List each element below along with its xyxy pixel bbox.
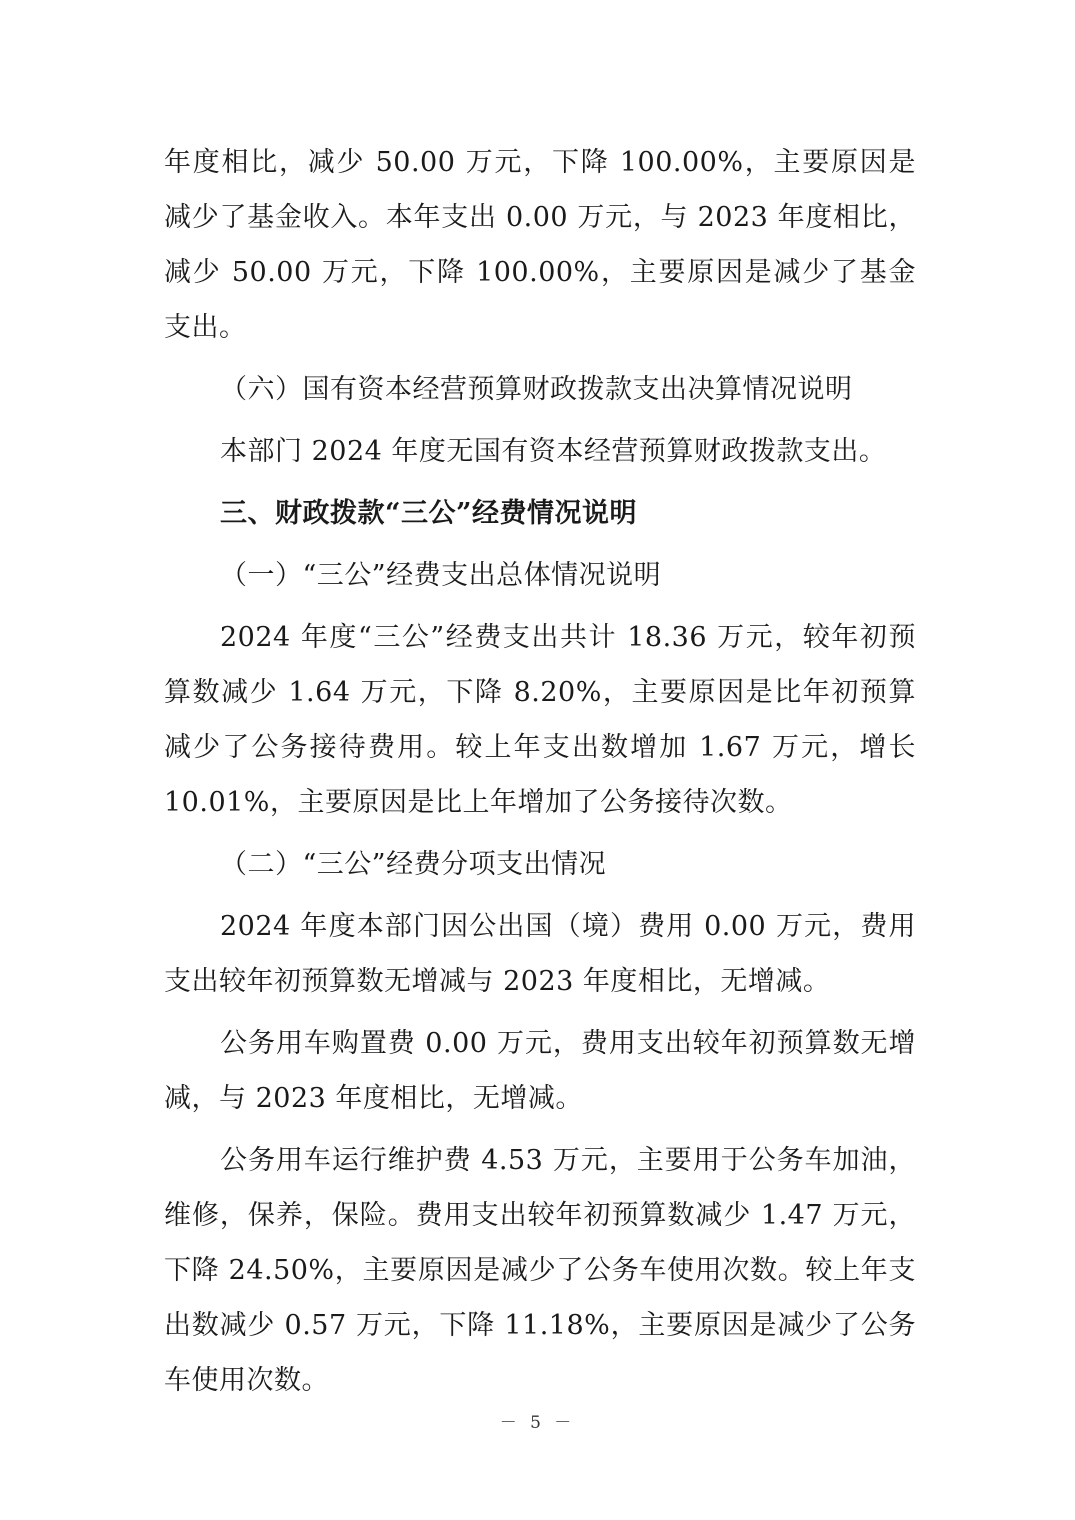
paragraph-vehicle-maintenance: 公务用车运行维护费 4.53 万元，主要用于公务车加油，维修，保养，保险。费用支出较年初预算数减少 1.47 万元，下降 24.50%，主要原因是减少了公务车使用次数。较上年支出数减少 0.57 万元，下降 11.18%，主要原因是减少了公务车使用次数。 [164, 1145, 916, 1396]
page-number: － 5 － [499, 1413, 576, 1433]
document-body [164, 135, 916, 1415]
heading-state-capital-expenditure: （六）国有资本经营预算财政拨款支出决算情况说明 [220, 374, 853, 405]
paragraph-no-state-capital: 本部门 2024 年度无国有资本经营预算财政拨款支出。 [220, 436, 887, 467]
paragraph-vehicle-purchase: 公务用车购置费 0.00 万元，费用支出较年初预算数无增减，与 2023 年度相比，无增减。 [164, 1028, 916, 1114]
heading-three-public-overall: （一）“三公”经费支出总体情况说明 [220, 560, 662, 591]
paragraph-fund-summary: 年度相比，减少 50.00 万元，下降 100.00%，主要原因是减少了基金收入。本年支出 0.00 万元，与 2023 年度相比，减少 50.00 万元，下降 100.00%，主要原因是减少了基金支出。 [164, 147, 916, 343]
paragraph-overseas-travel: 2024 年度本部门因公出国（境）费用 0.00 万元，费用支出较年初预算数无增减与 2023 年度相比，无增减。 [164, 911, 916, 997]
heading-three-public-itemized: （二）“三公”经费分项支出情况 [220, 849, 607, 880]
section-heading-three-public: 三、财政拨款“三公”经费情况说明 [220, 498, 638, 529]
paragraph-three-public-overall: 2024 年度“三公”经费支出共计 18.36 万元，较年初预算数减少 1.64 万元，下降 8.20%，主要原因是比年初预算减少了公务接待费用。较上年支出数增加 1.67 万元，增长 10.01%，主要原因是比上年增加了公务接待次数。 [164, 622, 916, 818]
